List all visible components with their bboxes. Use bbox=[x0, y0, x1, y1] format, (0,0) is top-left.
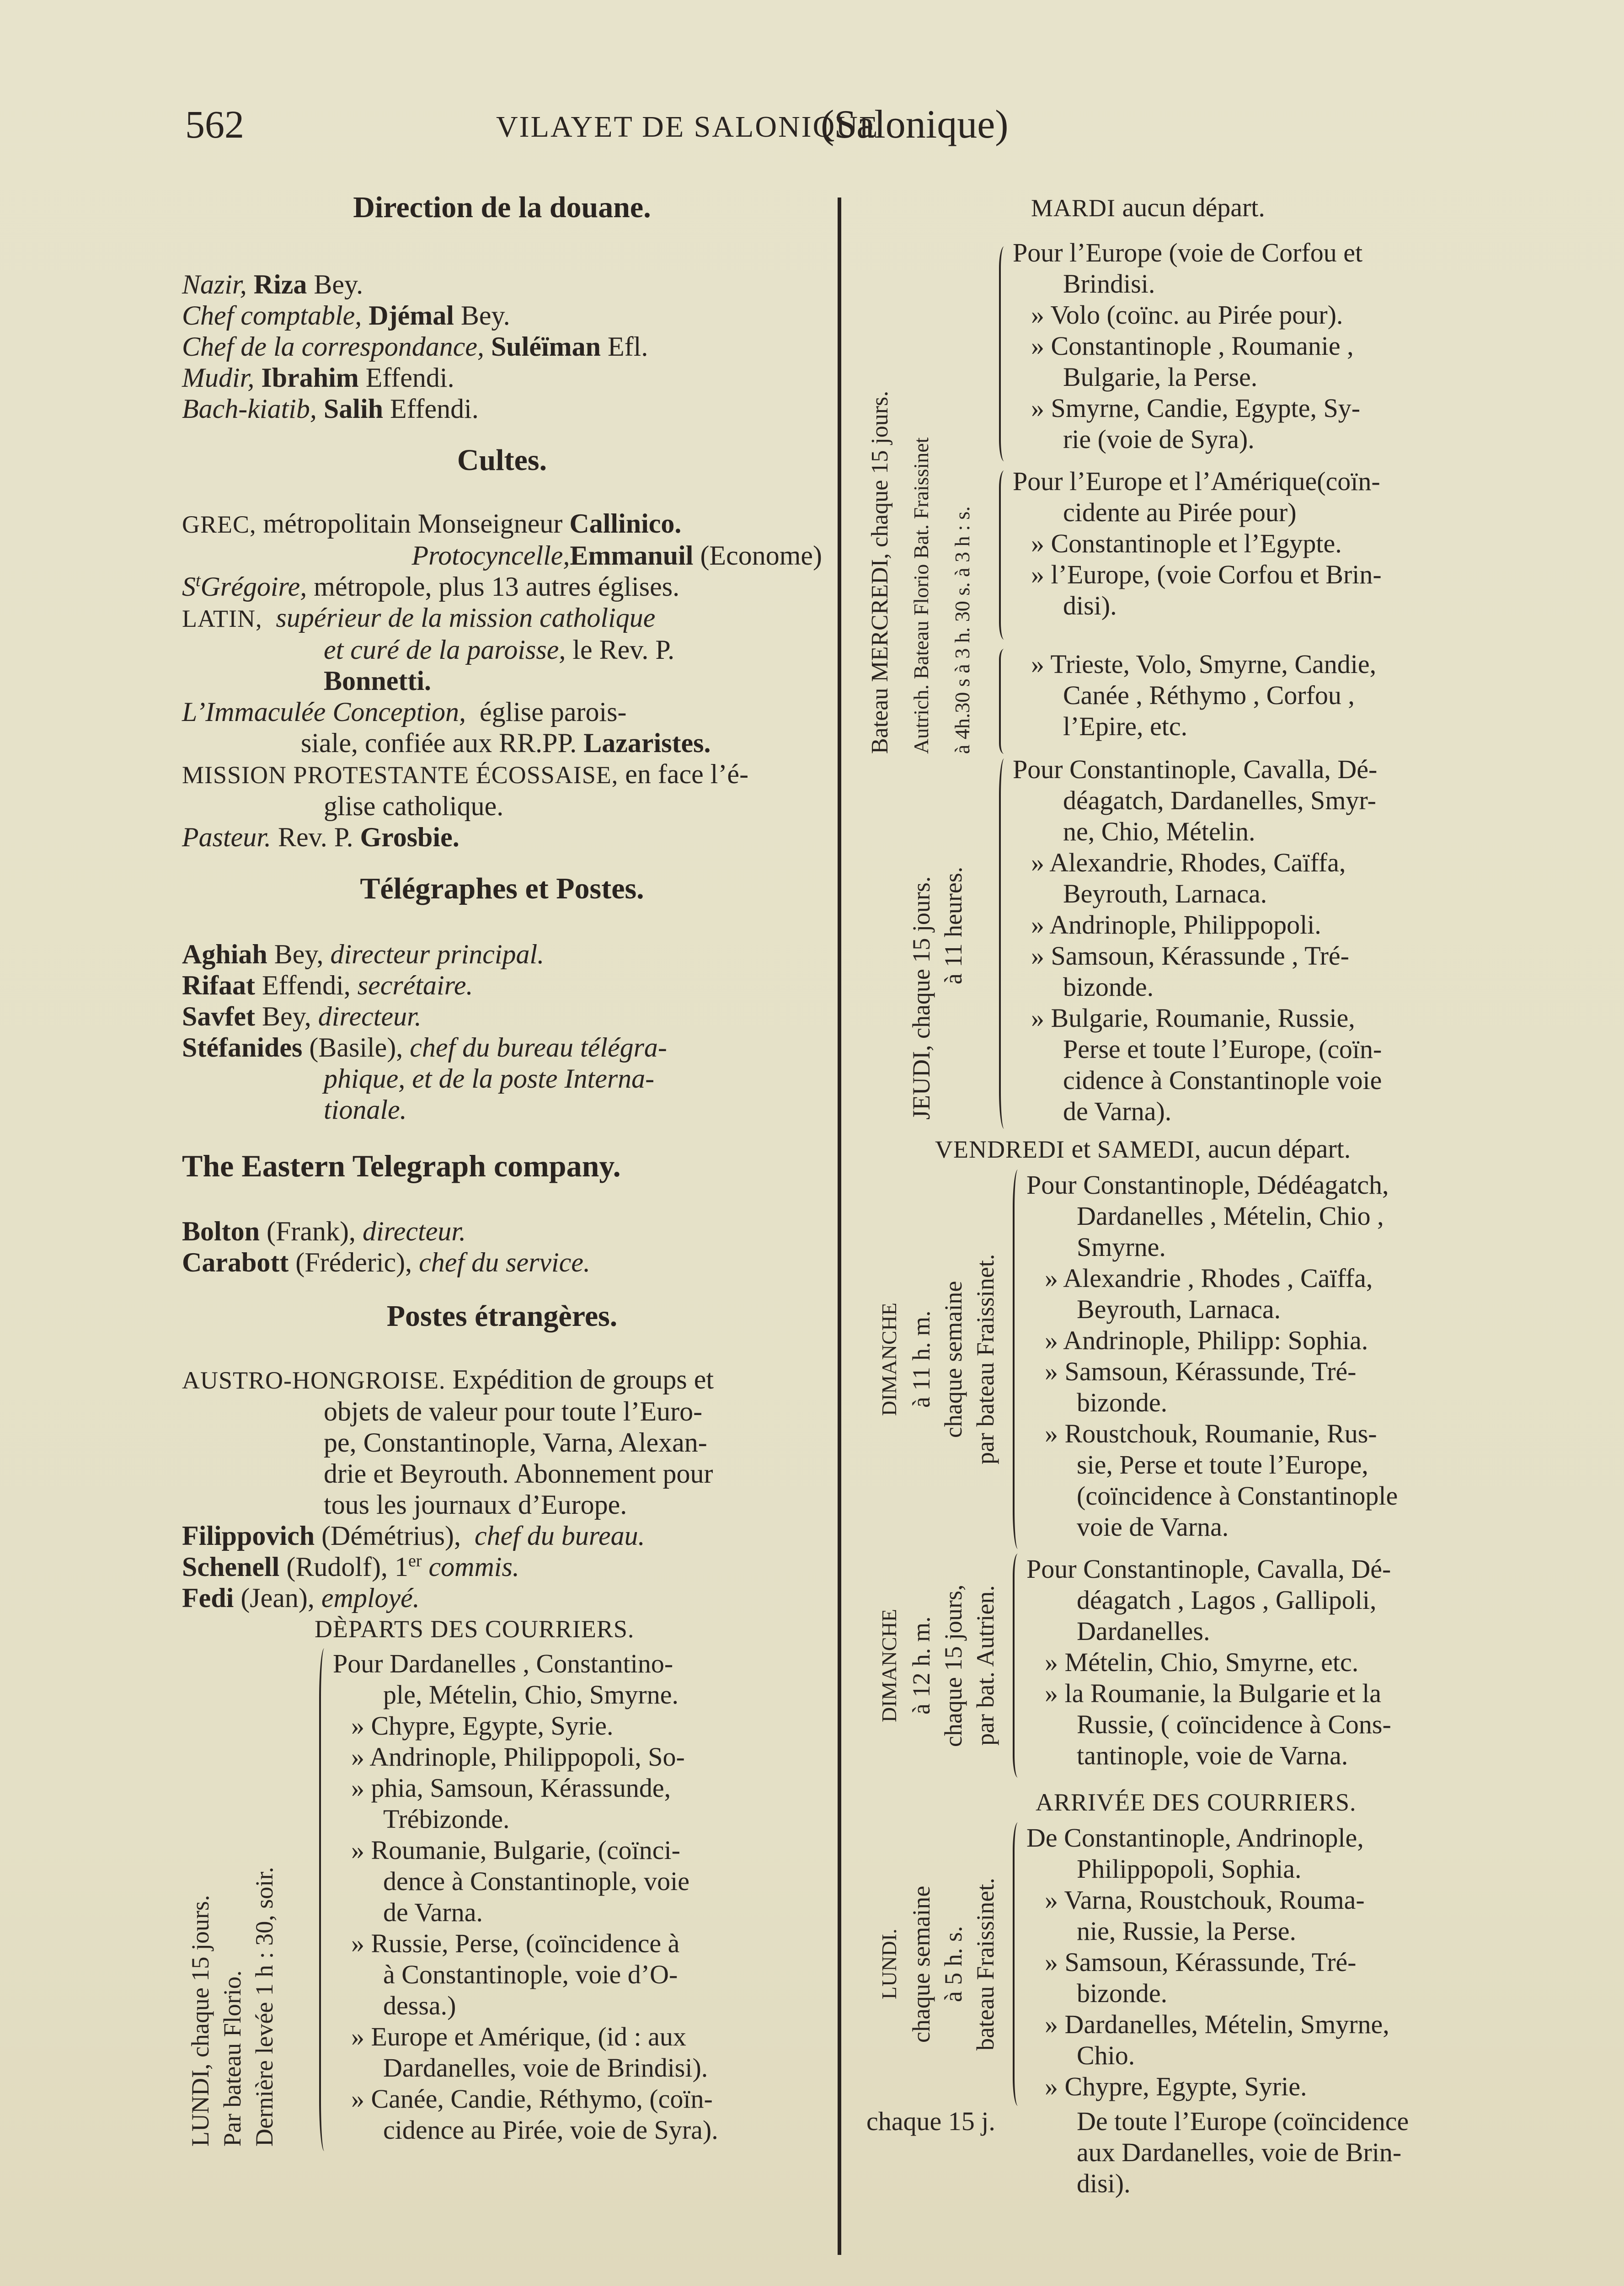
side-line: par bateau Fraissinet. bbox=[972, 1254, 999, 1465]
group-entries bbox=[319, 1648, 822, 2151]
brace-icon bbox=[999, 470, 1012, 640]
side-line: à 12 h. m. bbox=[908, 1616, 935, 1715]
group-entries bbox=[1004, 754, 1516, 1133]
entry-line: rie (voie de Syra). bbox=[1063, 424, 1255, 454]
side-line: DIMANCHE bbox=[877, 1303, 901, 1416]
entry-line: déagatch , Lagos , Gallipoli, bbox=[1077, 1585, 1377, 1615]
entry-line: De toute l’Europe (coïncidence bbox=[1077, 2106, 1409, 2136]
telegraphes-row: Rifaat Effendi, secrétaire. bbox=[182, 970, 473, 1000]
entry-line: de Varna. bbox=[383, 1897, 483, 1927]
douane-row: Bach-kiatib, Salih Effendi. bbox=[182, 394, 479, 424]
header-title: VILAYET DE SALONIQUE bbox=[496, 110, 879, 144]
douane-row: Mudir, Ibrahim Effendi. bbox=[182, 363, 454, 393]
side-line: LUNDI. bbox=[877, 1928, 901, 2000]
entry-line: nie, Russie, la Perse. bbox=[1077, 1916, 1297, 1946]
entry-line: » Andrinople, Philipp: Sophia. bbox=[1045, 1325, 1368, 1355]
entry-line: Pour l’Europe et l’Amérique(coïn- bbox=[1013, 466, 1380, 496]
entry-line: sie, Perse et toute l’Europe, bbox=[1077, 1450, 1368, 1479]
side-line: Bateau MERCREDI, chaque 15 jours. bbox=[867, 390, 893, 754]
cultes-latin-cont: et curé de la paroisse, le Rev. P. bbox=[324, 635, 675, 665]
entry-line: bizonde. bbox=[1063, 972, 1154, 1002]
side-line: chaque 15 jours, bbox=[940, 1584, 967, 1747]
entry-line: » Roumanie, Bulgarie, (coïnci- bbox=[351, 1835, 680, 1865]
entry-line: » Chypre, Egypte, Syrie. bbox=[351, 1711, 614, 1741]
entry-line: Russie, ( coïncidence à Cons- bbox=[1077, 1709, 1391, 1739]
cultes-latin: LATIN, supérieur de la mission catholique bbox=[182, 603, 656, 633]
postes-list bbox=[182, 1364, 822, 1645]
brace-icon bbox=[1013, 1170, 1026, 1549]
side-line: à 11 heures. bbox=[940, 866, 967, 984]
side-line: à 4h.30 s à 3 h. 30 s. à 3 h : s. bbox=[951, 506, 974, 754]
departure-group-lundi bbox=[182, 1648, 822, 2151]
entry-line: » Chypre, Egypte, Syrie. bbox=[1045, 2072, 1307, 2101]
entry-line: » Canée, Candie, Réthymo, (coïn- bbox=[351, 2084, 713, 2114]
telegraphes-row-cont: phique, et de la poste Interna- bbox=[324, 1063, 655, 1094]
group-side-label bbox=[866, 1554, 1017, 1778]
group-entries bbox=[1017, 1554, 1516, 1778]
entry-line: Philippopoli, Sophia. bbox=[1077, 1854, 1302, 1884]
cultes-latin-name: Bonnetti. bbox=[324, 666, 432, 696]
entry-line: » l’Europe, (voie Corfou et Brin- bbox=[1031, 560, 1382, 589]
entry-line: Bulgarie, la Perse. bbox=[1063, 362, 1258, 392]
entry-line: voie de Varna. bbox=[1077, 1512, 1229, 1542]
eastern-row: Carabott (Fréderic), chef du service. bbox=[182, 1247, 590, 1277]
section-heading-telegraphes: Télégraphes et Postes. bbox=[360, 872, 644, 905]
section-heading-eastern: The Eastern Telegraph company. bbox=[182, 1148, 621, 1183]
entry-line: » Dardanelles, Mételin, Smyrne, bbox=[1045, 2009, 1389, 2039]
section-heading-douane: Direction de la douane. bbox=[353, 191, 651, 224]
entry-line: » Andrinople, Philippopoli, So- bbox=[351, 1742, 685, 1772]
side-line: Par bateau Florio. bbox=[219, 1970, 246, 2147]
entry-line: De Constantinople, Andrinople, bbox=[1026, 1823, 1364, 1853]
eastern-row: Bolton (Frank), directeur. bbox=[182, 1216, 466, 1246]
postes-row: Schenell (Rudolf), 1er commis. bbox=[182, 1551, 519, 1582]
brace-icon bbox=[319, 1648, 332, 2151]
entry-line: Trébizonde. bbox=[383, 1804, 510, 1834]
cultes-protocyncelle: Protocyncelle,Emmanuil (Econome) bbox=[411, 540, 822, 571]
postes-austro-cont: objets de valeur pour toute l’Euro- bbox=[324, 1396, 703, 1426]
entry-line: » Andrinople, Philippopoli. bbox=[1031, 910, 1321, 940]
departs-heading: DÈPARTS DES COURRIERS. bbox=[315, 1615, 635, 1643]
entry-line: Beyrouth, Larnaca. bbox=[1063, 879, 1267, 908]
brace-icon bbox=[999, 758, 1012, 1129]
entry-line: disi). bbox=[1077, 2168, 1131, 2198]
header-subtitle: (Salonique) bbox=[821, 102, 1009, 147]
group-entries bbox=[1017, 1170, 1516, 1549]
right-column bbox=[866, 192, 1516, 2199]
entry-line: à Constantinople, voie d’O- bbox=[383, 1960, 678, 1989]
entry-line: » Samsoun, Kérassunde, Tré- bbox=[1045, 1947, 1357, 1977]
entry-line: Canée , Réthymo , Corfou , bbox=[1063, 680, 1355, 710]
departure-group-jeudi bbox=[866, 754, 1516, 1133]
entry-line: » la Roumanie, la Bulgarie et la bbox=[1045, 1678, 1382, 1708]
postes-row: Fedi (Jean), employé. bbox=[182, 1583, 420, 1613]
entry-line: » Mételin, Chio, Smyrne, etc. bbox=[1045, 1647, 1359, 1677]
entry-line: » Europe et Amérique, (id : aux bbox=[351, 2022, 686, 2051]
side-line: par bat. Autrien. bbox=[972, 1585, 999, 1746]
autrich-entries bbox=[1013, 649, 1516, 742]
cultes-st-gregoire: $S^tGrégoire$, métropole, plus 13 autres églises. bbox=[182, 571, 680, 602]
postes-austro-cont: tous les journaux d’Europe. bbox=[324, 1490, 627, 1520]
entry-line: Dardanelles , Mételin, Chio , bbox=[1077, 1201, 1384, 1231]
side-line: bateau Fraissinet. bbox=[972, 1878, 999, 2051]
entry-line: disi). bbox=[1063, 591, 1117, 620]
entry-line: aux Dardanelles, voie de Brin- bbox=[1077, 2137, 1402, 2167]
douane-row: Chef comptable, Djémal Bey. bbox=[182, 300, 510, 331]
group-entries bbox=[1004, 237, 1516, 754]
telegraphes-row: Savfet Bey, directeur. bbox=[182, 1001, 422, 1031]
group-side-label bbox=[866, 1822, 1017, 2106]
brace-icon bbox=[999, 649, 1012, 754]
entry-line: » Constantinople et l’Egypte. bbox=[1031, 529, 1342, 558]
entry-line: Pour Dardanelles , Constantino- bbox=[333, 1649, 673, 1678]
telegraphes-list bbox=[182, 939, 822, 1125]
entry-line: » Varna, Roustchouk, Rouma- bbox=[1045, 1885, 1365, 1915]
arrivee-heading: ARRIVÉE DES COURRIERS. bbox=[1036, 1789, 1357, 1816]
group-entries bbox=[1017, 1822, 1516, 2106]
entry-line: tantinople, voie de Varna. bbox=[1077, 1741, 1348, 1770]
side-line: à 5 h. s. bbox=[940, 1926, 967, 2003]
group-entries bbox=[1077, 2106, 1516, 2199]
group-side-label bbox=[866, 237, 1004, 754]
side-line: JEUDI, chaque 15 jours. bbox=[908, 876, 935, 1120]
entry-line: cidence à Constantinople voie bbox=[1063, 1065, 1382, 1095]
cultes-immaculee: L’Immaculée Conception, église parois- bbox=[182, 697, 627, 727]
brace-icon bbox=[999, 246, 1012, 461]
entry-line: cidence au Pirée, voie de Syra). bbox=[383, 2115, 718, 2145]
side-line: à 11 h. m. bbox=[908, 1310, 935, 1408]
departure-group-dimanche-autrichien bbox=[866, 1554, 1516, 1778]
douane-row: Nazir, Riza Bey. bbox=[182, 269, 363, 299]
entry-line: de Varna). bbox=[1063, 1096, 1172, 1126]
entry-line: » Smyrne, Candie, Egypte, Sy- bbox=[1031, 393, 1361, 423]
vendredi-line: VENDREDI et SAMEDI, aucun départ. bbox=[935, 1134, 1351, 1164]
entry-line: » Samsoun, Kérassunde, Tré- bbox=[1045, 1357, 1357, 1386]
entry-line: bizonde. bbox=[1077, 1388, 1168, 1417]
departure-group-mercredi bbox=[866, 237, 1516, 754]
entry-line: dessa.) bbox=[383, 1991, 456, 2020]
postes-austro-cont: drie et Beyrouth. Abonnement pour bbox=[324, 1458, 713, 1489]
column-divider bbox=[838, 198, 841, 2255]
telegraphes-row-cont: tionale. bbox=[324, 1095, 407, 1125]
entry-line: » Russie, Perse, (coïncidence à bbox=[351, 1928, 680, 1958]
arrival-group-chaque-15 bbox=[866, 2106, 1516, 2199]
entry-line: » Bulgarie, Roumanie, Russie, bbox=[1031, 1003, 1355, 1033]
chaque-label: chaque 15 j. bbox=[866, 2106, 995, 2136]
postes-austro: AUSTRO-HONGROISE. Expédition de groups et bbox=[182, 1364, 714, 1394]
cultes-immaculee-cont: siale, confiée aux RR.PP. Lazaristes. bbox=[301, 728, 711, 758]
postes-row: Filippovich (Démétrius), chef du bureau. bbox=[182, 1521, 645, 1551]
departure-group-dimanche-fraissinet bbox=[866, 1170, 1516, 1549]
telegraphes-row: Aghiah Bey, directeur principal. bbox=[182, 939, 545, 969]
entry-line: Brindisi. bbox=[1063, 269, 1155, 299]
side-line: Dernière levée 1 h : 30, soir. bbox=[251, 1867, 278, 2147]
douane-list bbox=[182, 269, 822, 424]
running-header bbox=[181, 101, 1246, 156]
cultes-pasteur: Pasteur. Rev. P. Grosbie. bbox=[182, 822, 459, 852]
entry-line: cidente au Pirée pour) bbox=[1063, 497, 1297, 527]
florio-entries bbox=[1013, 466, 1516, 640]
eastern-list bbox=[182, 1216, 822, 1278]
section-heading-cultes: Cultes. bbox=[457, 443, 547, 477]
entry-line: ne, Chio, Mételin. bbox=[1063, 817, 1255, 846]
entry-line: Pour Constantinople, Cavalla, Dé- bbox=[1013, 754, 1378, 784]
entry-line: » Samsoun, Kérassunde , Tré- bbox=[1031, 941, 1349, 971]
entry-line: ple, Mételin, Chio, Smyrne. bbox=[383, 1680, 678, 1709]
left-column bbox=[182, 192, 822, 2151]
entry-line: » Volo (coïnc. au Pirée pour). bbox=[1031, 300, 1343, 330]
entry-line: dence à Constantinople, voie bbox=[383, 1866, 690, 1896]
entry-line: l’Epire, etc. bbox=[1063, 711, 1188, 741]
telegraphes-row: Stéfanides (Basile), chef du bureau télégra- bbox=[182, 1032, 667, 1063]
entry-line: » Constantinople , Roumanie , bbox=[1031, 331, 1354, 361]
entry-line: » Alexandrie , Rhodes , Caïffa, bbox=[1045, 1263, 1373, 1293]
cultes-mission: MISSION PROTESTANTE ÉCOSSAISE, en face l’é- bbox=[182, 759, 749, 789]
douane-row: Chef de la correspondance, Suléïman Efl. bbox=[182, 331, 648, 362]
group-side-label bbox=[182, 1648, 319, 2151]
mardi-line: MARDI aucun départ. bbox=[1031, 192, 1265, 222]
entry-line: bizonde. bbox=[1077, 1978, 1168, 2008]
side-line: Autrich. Bateau Florio Bat. Fraissinet bbox=[909, 437, 933, 754]
entry-line: Beyrouth, Larnaca. bbox=[1077, 1294, 1281, 1324]
entry-line: » phia, Samsoun, Kérassunde, bbox=[351, 1773, 671, 1803]
entry-line: » Roustchouk, Roumanie, Rus- bbox=[1045, 1419, 1377, 1448]
group-side-label bbox=[866, 754, 1004, 1133]
group-side-label bbox=[866, 1170, 1017, 1549]
entry-line: » Trieste, Volo, Smyrne, Candie, bbox=[1031, 649, 1377, 679]
side-line: DIMANCHE bbox=[877, 1609, 901, 1722]
entry-line: Perse et toute l’Europe, (coïn- bbox=[1063, 1034, 1382, 1064]
entry-line: déagatch, Dardanelles, Smyr- bbox=[1063, 785, 1376, 815]
arrival-group-lundi bbox=[866, 1822, 1516, 2106]
cultes-mission-cont: glise catholique. bbox=[324, 791, 504, 821]
brace-icon bbox=[1013, 1822, 1026, 2106]
page-number: 562 bbox=[185, 102, 244, 146]
entry-line: Pour l’Europe (voie de Corfou et bbox=[1013, 238, 1363, 267]
entry-line: Pour Constantinople, Cavalla, Dé- bbox=[1026, 1554, 1391, 1584]
entry-line: Pour Constantinople, Dédéagatch, bbox=[1026, 1170, 1389, 1200]
fraissinet-entries bbox=[1013, 237, 1516, 461]
entry-line: Dardanelles, voie de Brindisi). bbox=[383, 2053, 708, 2083]
entry-line: Chio. bbox=[1077, 2040, 1135, 2070]
side-line: LUNDI, chaque 15 jours. bbox=[187, 1895, 214, 2147]
postes-austro-cont: pe, Constantinople, Varna, Alexan- bbox=[324, 1427, 707, 1458]
entry-line: » Alexandrie, Rhodes, Caïffa, bbox=[1031, 848, 1346, 877]
side-line: chaque semaine bbox=[940, 1281, 967, 1438]
entry-line: Smyrne. bbox=[1077, 1232, 1166, 1262]
cultes-grec: GREC, métropolitain Monseigneur Callinico. bbox=[182, 508, 682, 539]
side-line: chaque semaine bbox=[908, 1885, 935, 2043]
brace-icon bbox=[1013, 1554, 1026, 1778]
section-heading-postes: Postes étrangères. bbox=[386, 1299, 618, 1333]
cultes-list bbox=[182, 508, 822, 853]
entry-line: (coïncidence à Constantinople bbox=[1077, 1481, 1398, 1511]
entry-line: Dardanelles. bbox=[1077, 1616, 1210, 1646]
